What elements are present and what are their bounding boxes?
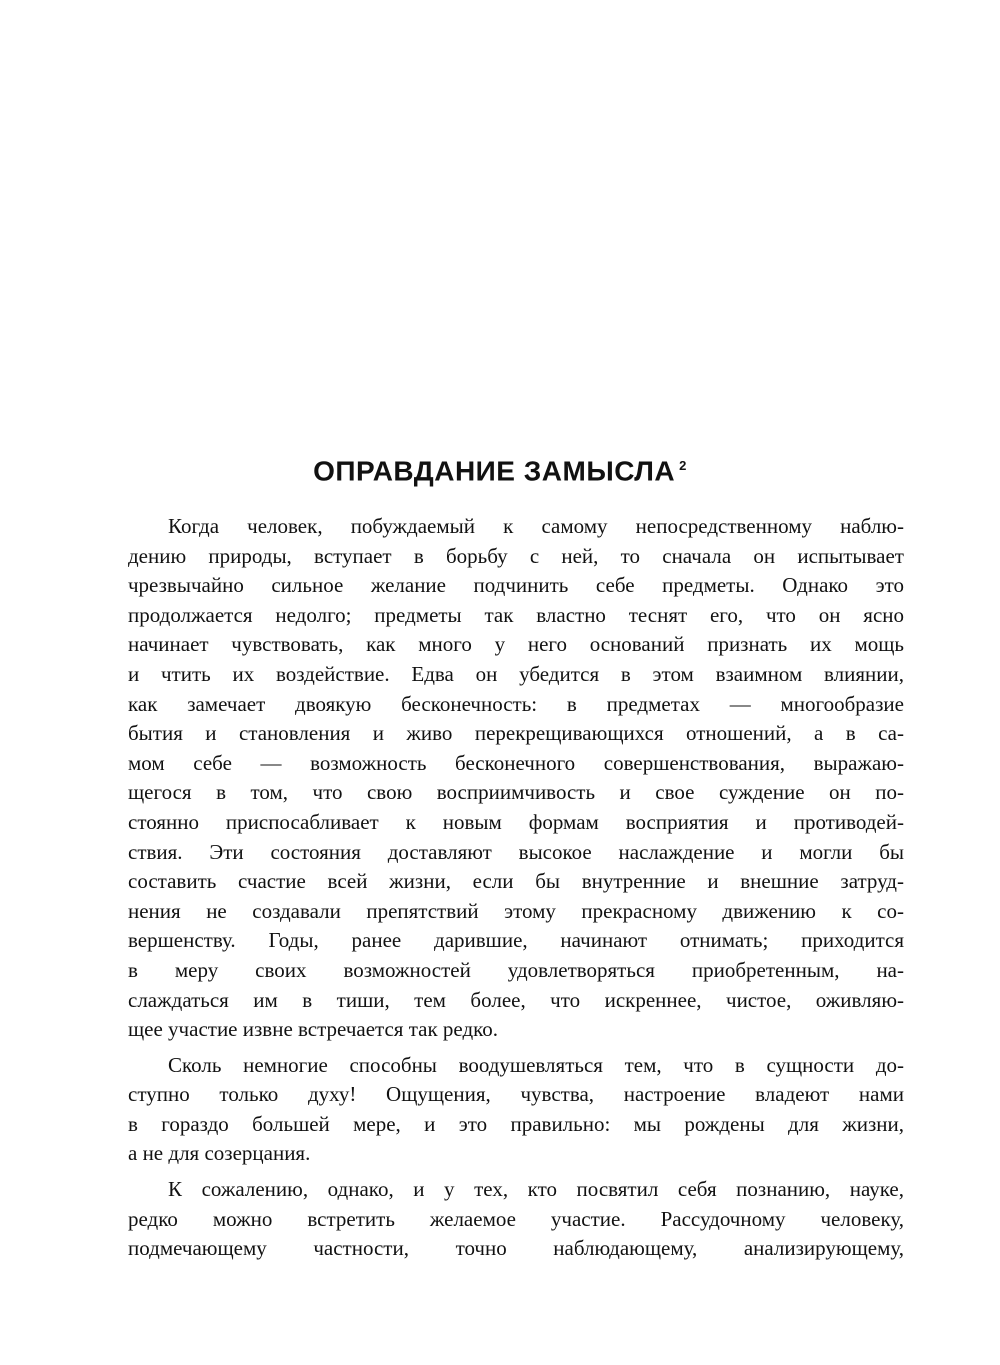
text-line: в меру своих возможностей удовлетворяться приобретенным, на- [128,957,904,982]
text-line: нения не создавали препятствий этому прекрасному движению к со- [128,898,904,923]
text-line: дению природы, вступает в борьбу с ней, то сначала он испытывает [128,543,904,568]
text-line: начинает чувствовать, как много у него оснований признать их мощь [128,632,904,657]
text-line: а не для созерцания. [128,1141,311,1166]
footnote-mark: 2 [679,458,687,473]
text-line: чрезвычайно сильное желание подчинить себе предметы. Однако это [128,573,904,598]
text-line: как замечает двоякую бесконечность: в предметах — многообразие [128,691,904,716]
text-line: составить счастие всей жизни, если бы внутренние и внешние затруд- [128,869,904,894]
text-line: ступно только духу! Ощущения, чувства, настроение владеют нами [128,1082,904,1107]
paragraph-3 [128,1175,904,1264]
text-line: редко можно встретить желаемое участие. Рассудочному человеку, [128,1206,904,1231]
text-line: мом себе — возможность бесконечного совершенствования, выражаю- [128,750,904,775]
text-line: щее участие извне встречается так редко. [128,1017,499,1042]
paragraph-1 [128,512,904,1045]
text-line: слаждаться им в тиши, тем более, что искреннее, чистое, оживляю- [128,987,904,1012]
paragraph-2 [128,1051,904,1169]
text-line: подмечающему частности, точно наблюдающему, анализирующему, [128,1236,904,1261]
chapter-title [0,448,1000,489]
chapter-title-text: ОПРАВДАНИЕ ЗАМЫСЛА [313,455,676,487]
text-line: бытия и становления и живо перекрещивающихся отношений, а в са- [128,721,904,746]
text-line: Когда человек, побуждаемый к самому непосредственному наблю- [168,514,904,538]
text-line: ствия. Эти состояния доставляют высокое наслаждение и могли бы [128,839,904,864]
text-line: и чтить их воздействие. Едва он убедится в этом взаимном влиянии, [128,661,904,686]
text-line: в гораздо большей мере, и это правильно: мы рождены для жизни, [128,1111,904,1136]
body-text [128,512,904,1264]
text-line: стоянно приспосабливает к новым формам восприятия и противодей- [128,809,904,834]
text-line: К сожалению, однако, и у тех, кто посвятил себя познанию, науке, [168,1177,904,1202]
text-line: вершенству. Годы, ранее дарившие, начинают отнимать; приходится [128,928,904,953]
text-line: щегося в том, что свою восприимчивость и свое суждение он по- [128,780,904,805]
text-line: Сколь немногие способны воодушевляться тем, что в сущности до- [168,1052,904,1077]
text-line: продолжается недолго; предметы так властно теснят его, что он ясно [128,602,904,627]
